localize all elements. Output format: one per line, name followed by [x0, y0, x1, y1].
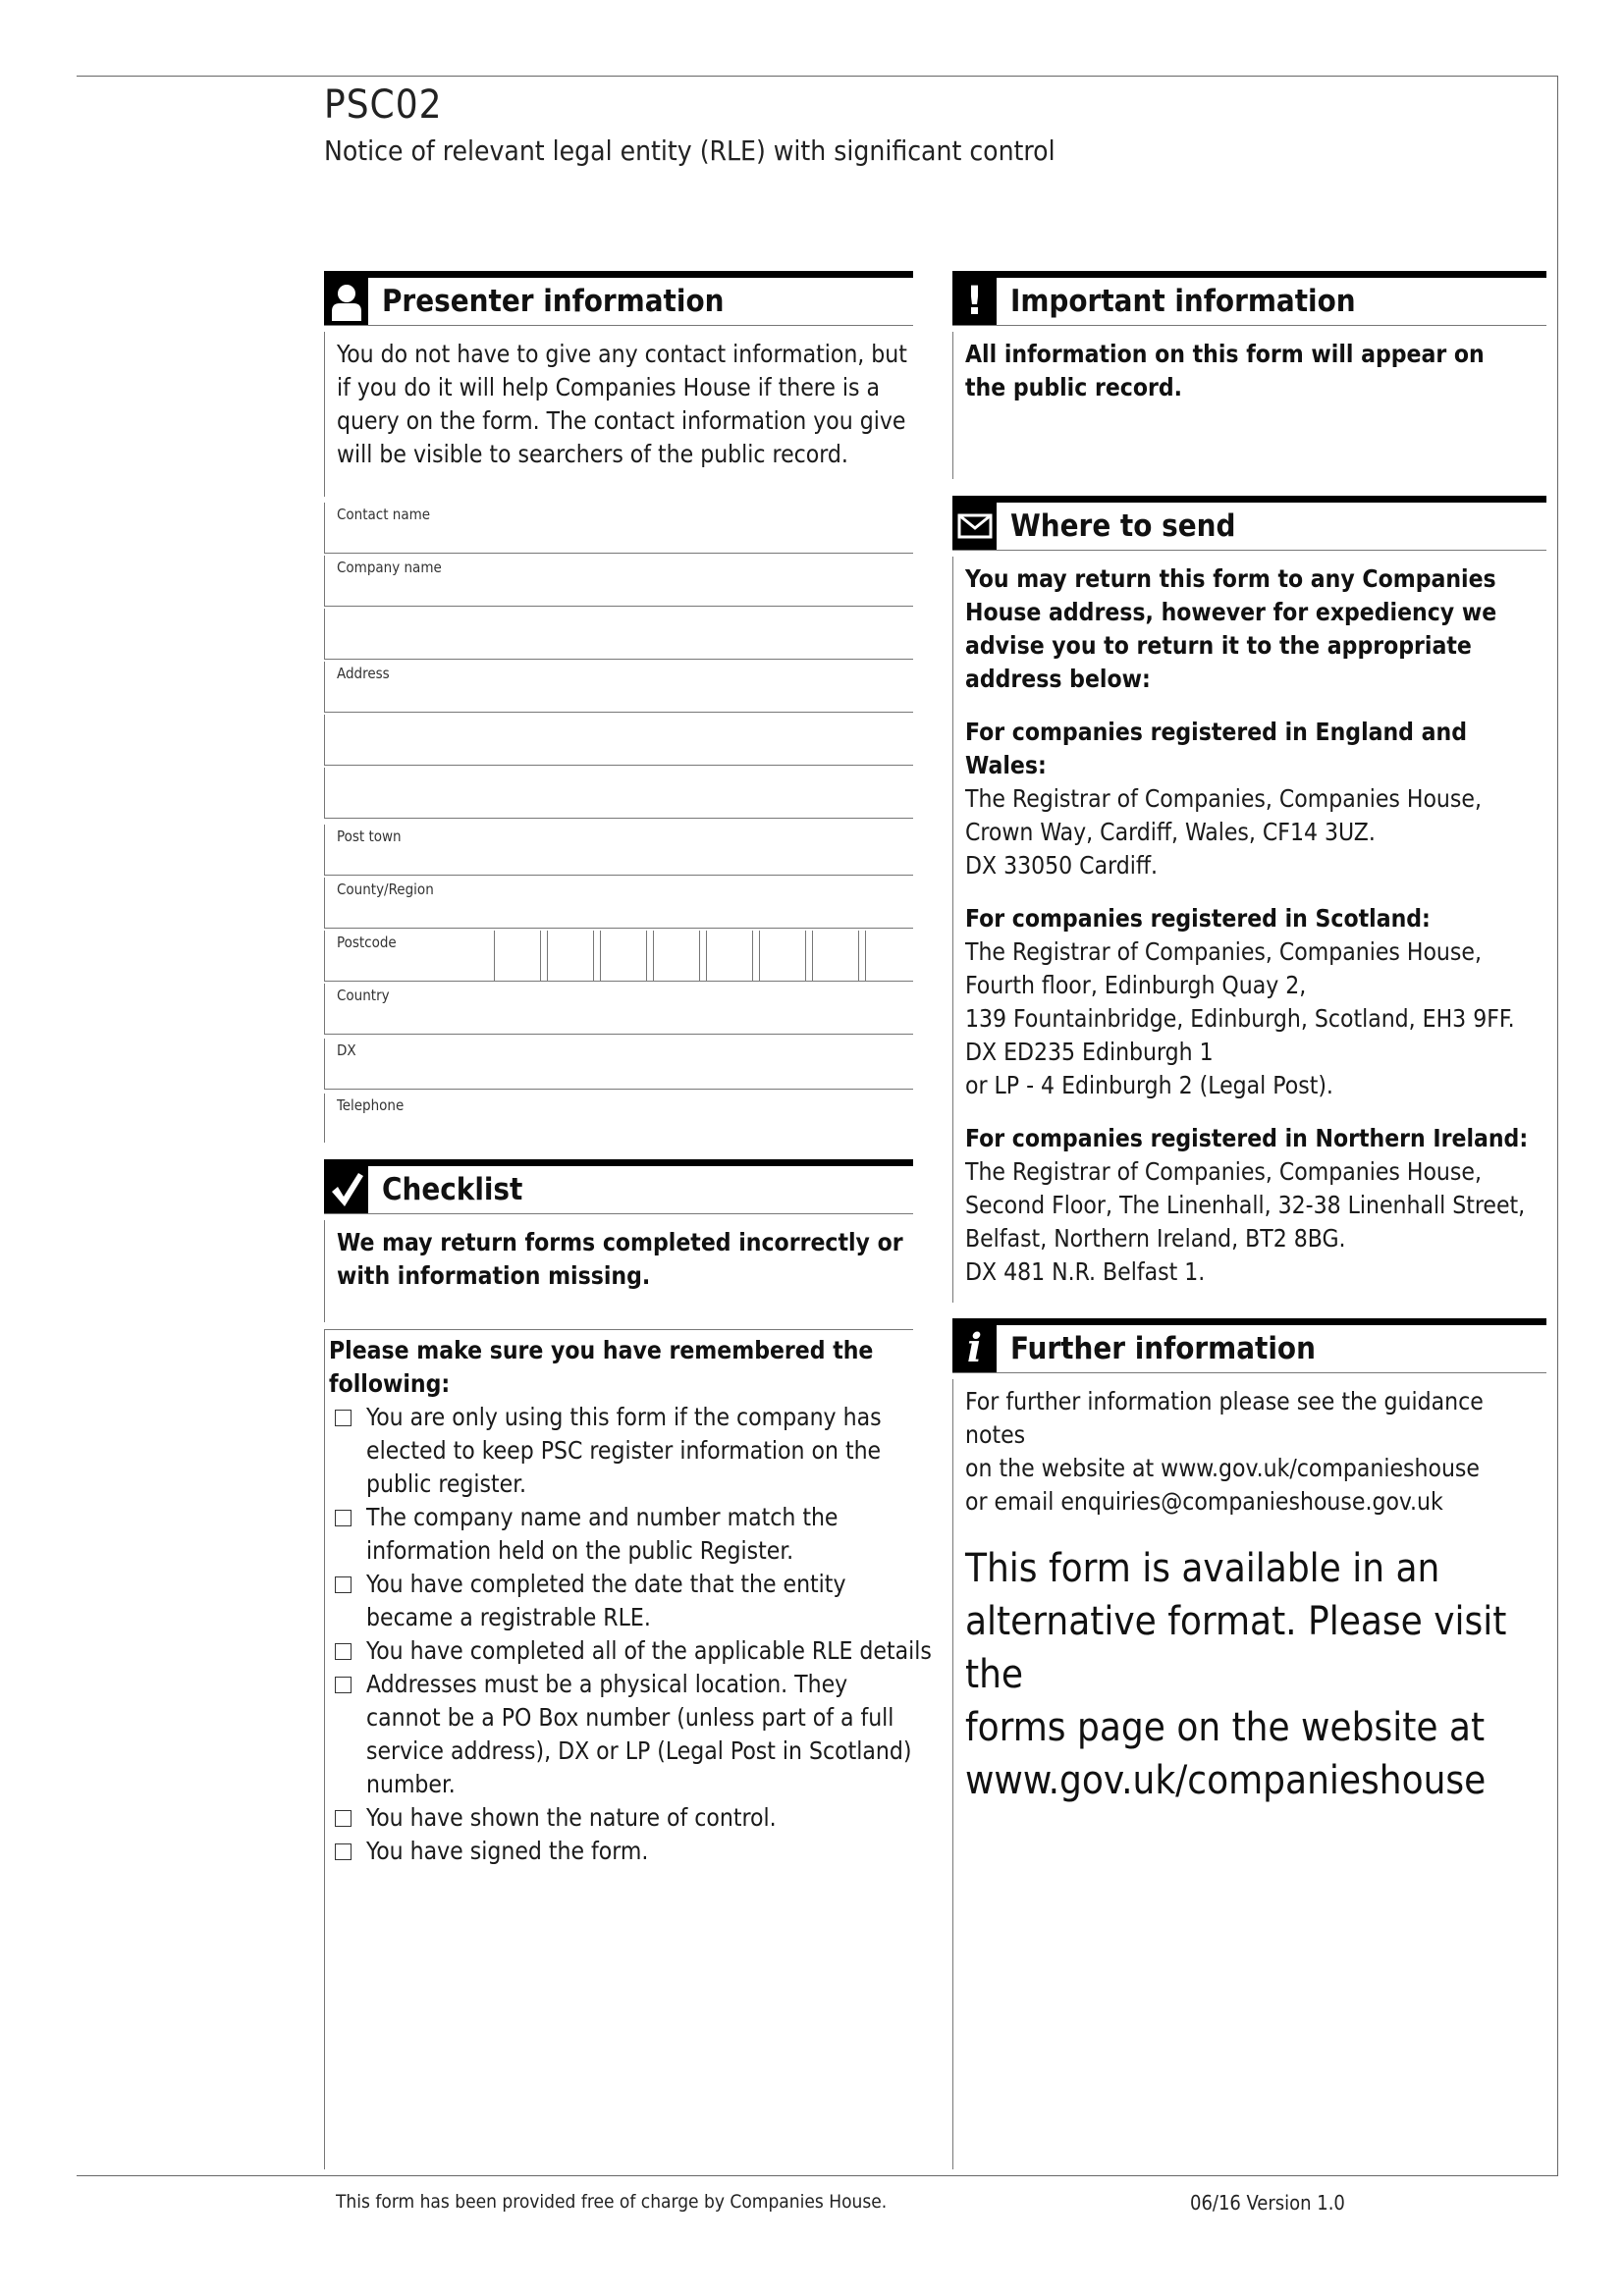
country-label: Country	[337, 987, 390, 1004]
scotland-address-line: The Registrar of Companies, Companies House,	[965, 937, 1482, 966]
scotland-address-line: or LP - 4 Edinburgh 2 (Legal Post).	[965, 1071, 1333, 1099]
checklist-item: Addresses must be a physical location. They cannot be a PO Box number (unless part of a full service address), DX or LP (Legal Post in Scotland) number.	[329, 1668, 913, 1801]
telephone-field[interactable]	[324, 1094, 913, 1143]
checklist-item: You have completed the date that the entity became a registrable RLE.	[329, 1568, 913, 1634]
checkbox[interactable]	[335, 1510, 352, 1526]
form-title: Notice of relevant legal entity (RLE) with significant control	[324, 134, 1056, 167]
top-rule	[77, 76, 1558, 77]
where-to-send-box	[952, 557, 1546, 1303]
checklist-item: You are only using this form if the company has elected to keep PSC register information on the public register.	[329, 1401, 913, 1501]
footer-note: This form has been provided free of charge by Companies House.	[336, 2191, 888, 2213]
country-field[interactable]	[324, 984, 913, 1035]
county-field[interactable]	[324, 878, 913, 929]
england-heading: For companies registered in England and Wales:	[965, 718, 1467, 779]
further-title: Further information	[1010, 1331, 1316, 1366]
england-address-line: DX 33050 Cardiff.	[965, 851, 1158, 880]
checkbox[interactable]	[335, 1843, 352, 1860]
checklist-item: You have completed all of the applicable RLE details	[329, 1634, 913, 1668]
ni-heading: For companies registered in Northern Ireland:	[965, 1124, 1529, 1152]
england-address-line: Crown Way, Cardiff, Wales, CF14 3UZ.	[965, 818, 1376, 846]
postcode-box[interactable]	[494, 931, 541, 982]
contact-name-label: Contact name	[337, 506, 431, 523]
company-name-label: Company name	[337, 559, 442, 576]
where-to-send-intro: You may return this form to any Companies House address, however for expediency we advise you to return it to the appropriate address below:	[965, 564, 1497, 693]
presenter-title: Presenter information	[382, 284, 725, 319]
checkbox[interactable]	[335, 1677, 352, 1693]
person-icon	[324, 278, 368, 325]
where-to-send-section-header	[952, 496, 1546, 551]
address-label: Address	[337, 665, 390, 682]
address-field-line3[interactable]	[324, 768, 913, 819]
checkmark-icon	[324, 1166, 368, 1213]
checklist-title: Checklist	[382, 1172, 523, 1207]
scotland-heading: For companies registered in Scotland:	[965, 904, 1431, 933]
checkbox[interactable]	[335, 1410, 352, 1426]
postcode-box[interactable]	[759, 931, 806, 982]
scotland-address-line: DX ED235 Edinburgh 1	[965, 1038, 1214, 1066]
checklist-warning-box	[324, 1220, 908, 1322]
info-icon: i	[952, 1325, 997, 1372]
postcode-box[interactable]	[812, 931, 859, 982]
post-town-field[interactable]	[324, 825, 913, 876]
important-text: All information on this form will appear on the public record.	[965, 340, 1485, 401]
postcode-box[interactable]	[706, 931, 753, 982]
bottom-rule	[77, 2175, 1558, 2176]
presenter-intro-box	[324, 332, 908, 497]
presenter-intro: You do not have to give any contact information, but if you do it will help Companies House if there is a query on the form. The contact information you give will be visible to searchers of the public record.	[337, 340, 907, 468]
ni-address-line: DX 481 N.R. Belfast 1.	[965, 1257, 1206, 1286]
scotland-address-line: 139 Fountainbridge, Edinburgh, Scotland, EH3 9FF.	[965, 1004, 1515, 1033]
further-box	[952, 1379, 1546, 2169]
exclamation-icon: !	[952, 278, 997, 325]
contact-name-field[interactable]	[324, 503, 913, 554]
further-line: For further information please see the guidance notes	[965, 1387, 1484, 1449]
company-name-field-line2[interactable]	[324, 609, 913, 660]
telephone-label: Telephone	[337, 1096, 405, 1114]
england-address-line: The Registrar of Companies, Companies House,	[965, 784, 1482, 813]
scotland-address-line: Fourth floor, Edinburgh Quay 2,	[965, 971, 1307, 999]
ni-address-line: The Registrar of Companies, Companies House,	[965, 1157, 1482, 1186]
checklist-warning: We may return forms completed incorrectly or with information missing.	[337, 1228, 903, 1290]
ni-address-line: Second Floor, The Linenhall, 32-38 Linenhall Street,	[965, 1191, 1526, 1219]
postcode-box[interactable]	[865, 931, 914, 982]
checklist-item: You have shown the nature of control.	[329, 1801, 913, 1835]
checklist-section-header	[324, 1159, 913, 1214]
alt-format-notice: This form is available in an alternative format. Please visit the forms page on the website at www.gov.uk/companieshouse	[965, 1546, 1507, 1803]
checklist-box	[324, 1329, 932, 2169]
address-field[interactable]	[324, 662, 913, 713]
presenter-section-header	[324, 271, 913, 326]
where-to-send-title: Where to send	[1010, 508, 1236, 544]
company-name-field[interactable]	[324, 556, 913, 607]
right-rule	[1557, 76, 1558, 2176]
checkbox[interactable]	[335, 1810, 352, 1827]
checkbox[interactable]	[335, 1576, 352, 1593]
postcode-box[interactable]	[547, 931, 594, 982]
important-box	[952, 332, 1542, 479]
county-label: County/Region	[337, 881, 434, 898]
checklist-item: The company name and number match the information held on the public Register.	[329, 1501, 913, 1568]
postcode-box[interactable]	[600, 931, 647, 982]
postcode-field[interactable]	[324, 931, 913, 982]
further-line: on the website at www.gov.uk/companieshouse	[965, 1454, 1480, 1482]
further-line: or email enquiries@companieshouse.gov.uk	[965, 1487, 1443, 1516]
ni-address-line: Belfast, Northern Ireland, BT2 8BG.	[965, 1224, 1346, 1253]
dx-label: DX	[337, 1041, 356, 1059]
version-label: 06/16 Version 1.0	[1190, 2191, 1345, 2215]
dx-field[interactable]	[324, 1039, 913, 1090]
postcode-label: Postcode	[337, 934, 397, 951]
postcode-box[interactable]	[653, 931, 700, 982]
further-section-header	[952, 1318, 1546, 1373]
envelope-icon	[952, 503, 997, 550]
important-title: Important information	[1010, 284, 1356, 319]
checklist-item: You have signed the form.	[329, 1835, 913, 1868]
checklist-intro: Please make sure you have remembered the following:	[329, 1336, 874, 1398]
checkbox[interactable]	[335, 1643, 352, 1660]
address-field-line2[interactable]	[324, 715, 913, 766]
important-section-header	[952, 271, 1546, 326]
form-code: PSC02	[324, 82, 443, 128]
post-town-label: Post town	[337, 828, 402, 845]
